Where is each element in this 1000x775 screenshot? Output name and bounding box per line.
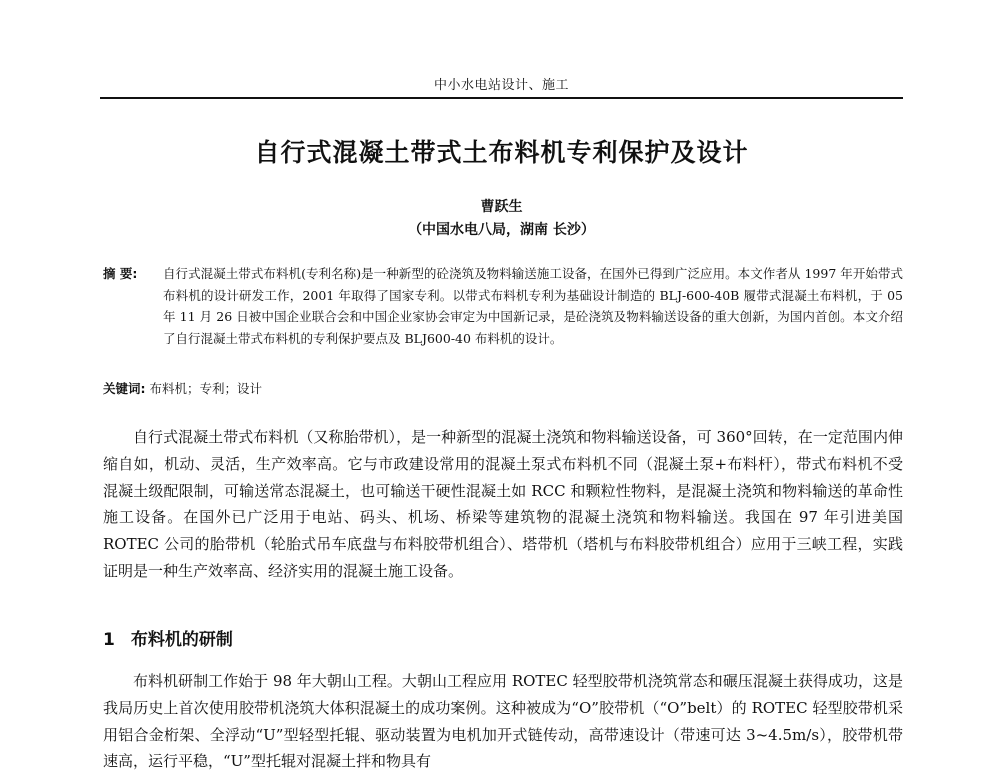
author-name: 曹跃生 xyxy=(480,199,523,215)
section-title: 布料机的研制 xyxy=(130,630,233,650)
keywords-text: 布料机；专利；设计 xyxy=(149,381,262,396)
paper-title: 自行式混凝土带式土布料机专利保护及设计 xyxy=(254,138,749,167)
keywords-block xyxy=(103,379,903,399)
author-affiliation: （中国水电八局，湖南 长沙） xyxy=(408,222,595,238)
section-heading xyxy=(103,625,233,650)
header-rule xyxy=(100,97,903,99)
running-header: 中小水电站设计、施工 xyxy=(433,78,569,93)
body-paragraph-1: 自行式混凝土带式布料机（又称胎带机），是一种新型的混凝土浇筑和物料输送设备，可 360°回转，在一定范围内伸缩自如，机动、灵活，生产效率高。它与市政建设常用的混凝土泵式布料机不同（混凝土泵+布料杆），带式布料机不受混凝土级配限制，可输送常态混凝土，也可输送干硬性混凝土如 RCC 和颗粒性物料，是混凝土浇筑和物料输送的革命性施工设备。在国外已广泛用于电站、码头、机场、桥梁等建筑物的混凝土浇筑和物料输送。我国在 97 年引进美国 ROTEC 公司的胎带机（轮胎式吊车底盘与布料胶带机组合）、塔带机（塔机与布料胶带机组合）应用于三峡工程，实践证明是一种生产效率高、经济实用的混凝土施工设备。 xyxy=(103,428,903,580)
abstract-text: 自行式混凝土带式布料机(专利名称)是一种新型的砼浇筑及物料输送施工设备，在国外已得到广泛应用。本文作者从 1997 年开始带式布料机的设计研发工作，2001 年取得了国家专利。以带式布料机专利为基础设计制造的 BLJ-600-40B 履带式混凝土布料机，于 05 年 11 月 26 日被中国企业联合会和中国企业家协会审定为中国新记录，是砼浇筑及物料输送设备的重大创新，为国内首创。本文介绍了自行混凝土带式布料机的专利保护要点及 BLJ600-40 布料机的设计。 xyxy=(163,266,903,346)
abstract-block xyxy=(103,263,903,349)
body-paragraph-2: 布料机研制工作始于 98 年大朝山工程。大朝山工程应用 ROTEC 轻型胶带机浇筑常态和碾压混凝土获得成功，这是我局历史上首次使用胶带机浇筑大体积混凝土的成功案例。这种被成为“O”胶带机（“O”belt）的 ROTEC 轻型胶带机采用铝合金桁架、全浮动“U”型轻型托辊、驱动装置为电机加开式链传动，高带速设计（带速可达 3~4.5m/s），胶带机带速高，运行平稳，“U”型托辊对混凝土拌和物具有 xyxy=(103,672,903,771)
keywords-label: 关键词: xyxy=(103,381,146,396)
abstract-label: 摘 要: xyxy=(103,266,138,281)
section-number: 1 xyxy=(103,630,115,650)
